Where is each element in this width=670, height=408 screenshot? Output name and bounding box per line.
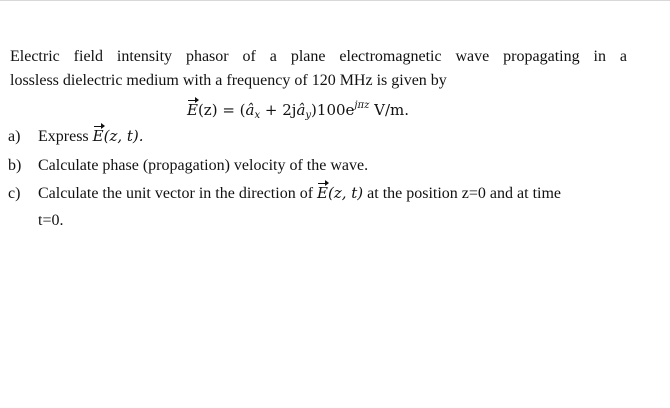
part-a-args: (z, t). bbox=[103, 127, 144, 145]
ay-subscript: y bbox=[305, 110, 312, 121]
ax-subscript: x bbox=[254, 110, 261, 121]
eq-exponent: jπz bbox=[354, 100, 370, 111]
field-phasor-equation bbox=[187, 95, 409, 127]
problem-statement bbox=[10, 45, 627, 93]
e-vector-symbol: E bbox=[187, 101, 198, 119]
part-c-text: Calculate the unit vector in the direction of bbox=[38, 185, 318, 202]
eq-plus-2j: + 2j bbox=[260, 101, 297, 119]
part-a bbox=[8, 125, 144, 148]
part-a-text: Express bbox=[38, 128, 93, 145]
part-a-label: a) bbox=[8, 128, 21, 145]
part-a-e-vector: E bbox=[92, 127, 104, 145]
part-b bbox=[8, 155, 368, 177]
ax-unit-vector: â bbox=[245, 101, 255, 119]
part-b-label: b) bbox=[8, 157, 22, 174]
part-b-text: Calculate phase (propagation) velocity of the wave. bbox=[38, 157, 369, 174]
eq-units: V/m. bbox=[369, 101, 410, 119]
eq-lhs-arg: (z) = ( bbox=[197, 101, 246, 119]
statement-line-1: Electric field intensity phasor of a plane electromagnetic wave propagating in a bbox=[10, 48, 627, 65]
part-c-continuation: t=0. bbox=[38, 212, 64, 229]
eq-amplitude: )100e bbox=[311, 101, 355, 119]
part-c bbox=[8, 182, 561, 205]
part-c-text-after: at the position z=0 and at time bbox=[363, 185, 562, 202]
statement-line-2: lossless dielectric medium with a frequency of 120 MHz is given by bbox=[10, 72, 447, 89]
part-c-e-vector: E bbox=[317, 184, 328, 202]
ay-unit-vector: â bbox=[296, 101, 306, 119]
part-c-args: (z, t) bbox=[327, 184, 364, 202]
part-c-label: c) bbox=[8, 185, 21, 202]
